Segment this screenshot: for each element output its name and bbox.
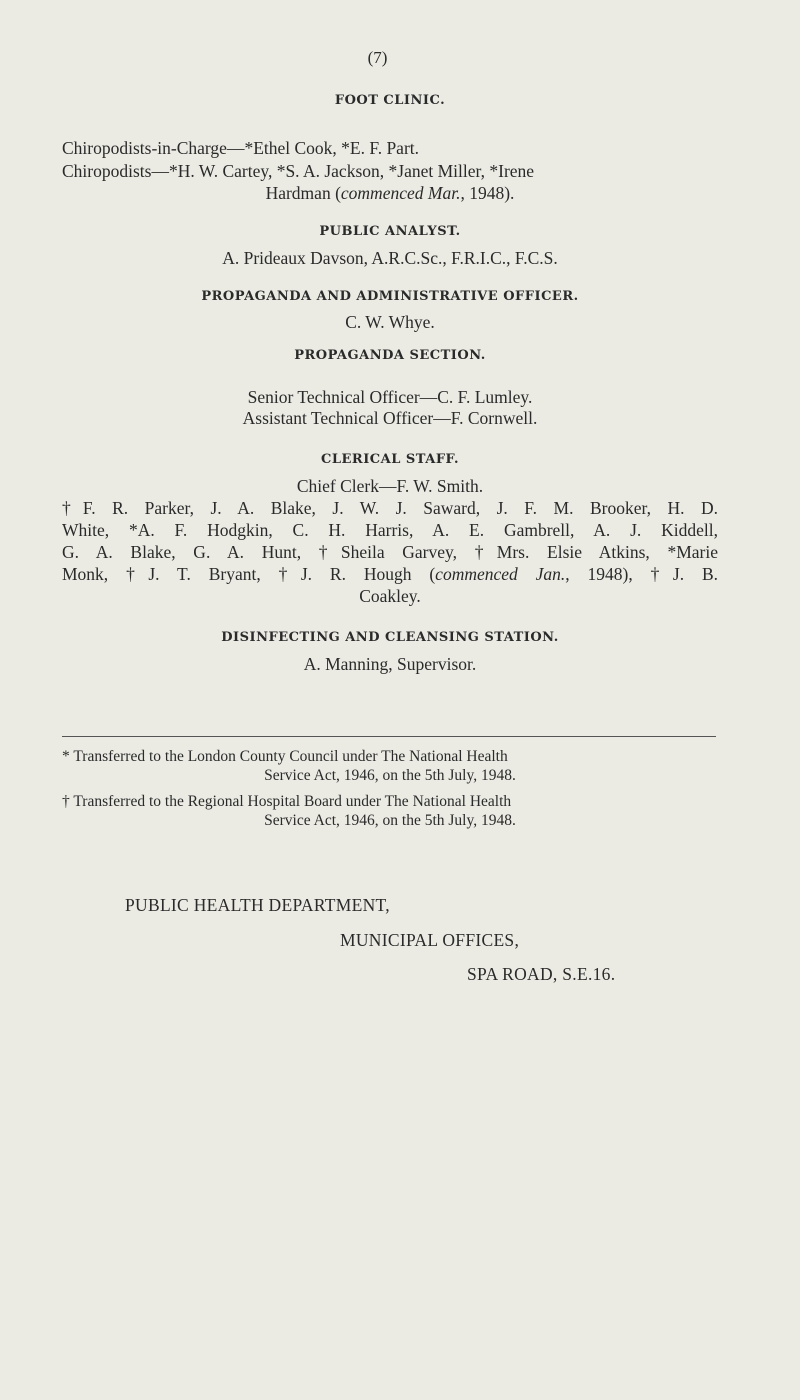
clerical-names-line-5: Coakley. — [359, 586, 421, 606]
clerical-names-line-4: Monk, †J. T. Bryant, †J. R. Hough (commenced Jan., 1948), †J. B. — [62, 564, 718, 584]
heading-propaganda-officer: PROPAGANDA AND ADMINISTRATIVE OFFICER. — [201, 289, 579, 304]
footnote-hospital-board-line-2: Service Act, 1946, on the 5th July, 1948. — [264, 812, 516, 829]
heading-propaganda-section: PROPAGANDA SECTION. — [294, 348, 486, 363]
address-line-2: MUNICIPAL OFFICES, — [340, 930, 520, 950]
heading-clerical-staff: CLERICAL STAFF. — [321, 452, 459, 467]
footnote-lcc: * Transferred to the London County Council under The National Health Service Act, 1946, on the 5th July, 1948. — [62, 747, 718, 785]
clerical-names-line-3: G. A. Blake, G. A. Hunt, †Sheila Garvey, †Mrs. Elsie Atkins, *Marie — [62, 542, 718, 562]
heading-disinfecting-station: DISINFECTING AND CLEANSING STATION. — [221, 630, 559, 645]
address-line-3: SPA ROAD, S.E.16. — [467, 964, 616, 984]
section-foot-clinic — [62, 93, 718, 108]
chiropodists-line: Chiropodists—*H. W. Cartey, *S. A. Jackson, *Janet Miller, *Irene — [62, 161, 535, 181]
footnote-divider — [62, 736, 716, 737]
propaganda-officer-name: C. W. Whye. — [345, 312, 435, 332]
disinfecting-supervisor: A. Manning, Supervisor. — [303, 654, 477, 674]
chiropodists-in-charge: Chiropodists-in-Charge—*Ethel Cook, *E. F. Part. — [62, 138, 420, 158]
page-number: (7) — [367, 48, 388, 67]
assistant-technical-officer: Assistant Technical Officer—F. Cornwell. — [242, 408, 538, 428]
heading-foot-clinic: FOOT CLINIC. — [334, 93, 446, 108]
senior-technical-officer: Senior Technical Officer—C. F. Lumley. — [247, 387, 533, 407]
footnote-lcc-line-2: Service Act, 1946, on the 5th July, 1948. — [264, 767, 516, 784]
chiropodists-line-cont: Hardman (commenced Mar., 1948). — [265, 183, 515, 203]
chief-clerk: Chief Clerk—F. W. Smith. — [296, 476, 484, 496]
clerical-names-line-1: †F. R. Parker, J. A. Blake, J. W. J. Saward, J. F. M. Brooker, H. D. — [62, 498, 718, 518]
footnote-hospital-board: † Transferred to the Regional Hospital Board under The National Health Service Act, 1946, on the 5th July, 1948. — [62, 792, 718, 830]
footnote-mark-asterisk: * — [62, 748, 70, 765]
address-line-1: PUBLIC HEALTH DEPARTMENT, — [125, 895, 390, 915]
clerical-names-line-2: White, *A. F. Hodgkin, C. H. Harris, A. E. Gambrell, A. J. Kiddell, — [62, 520, 718, 540]
footnote-mark-dagger: † — [62, 793, 70, 810]
public-analyst-name: A. Prideaux Davson, A.R.C.Sc., F.R.I.C., F.C.S. — [222, 248, 558, 268]
heading-public-analyst: PUBLIC ANALYST. — [319, 224, 461, 239]
